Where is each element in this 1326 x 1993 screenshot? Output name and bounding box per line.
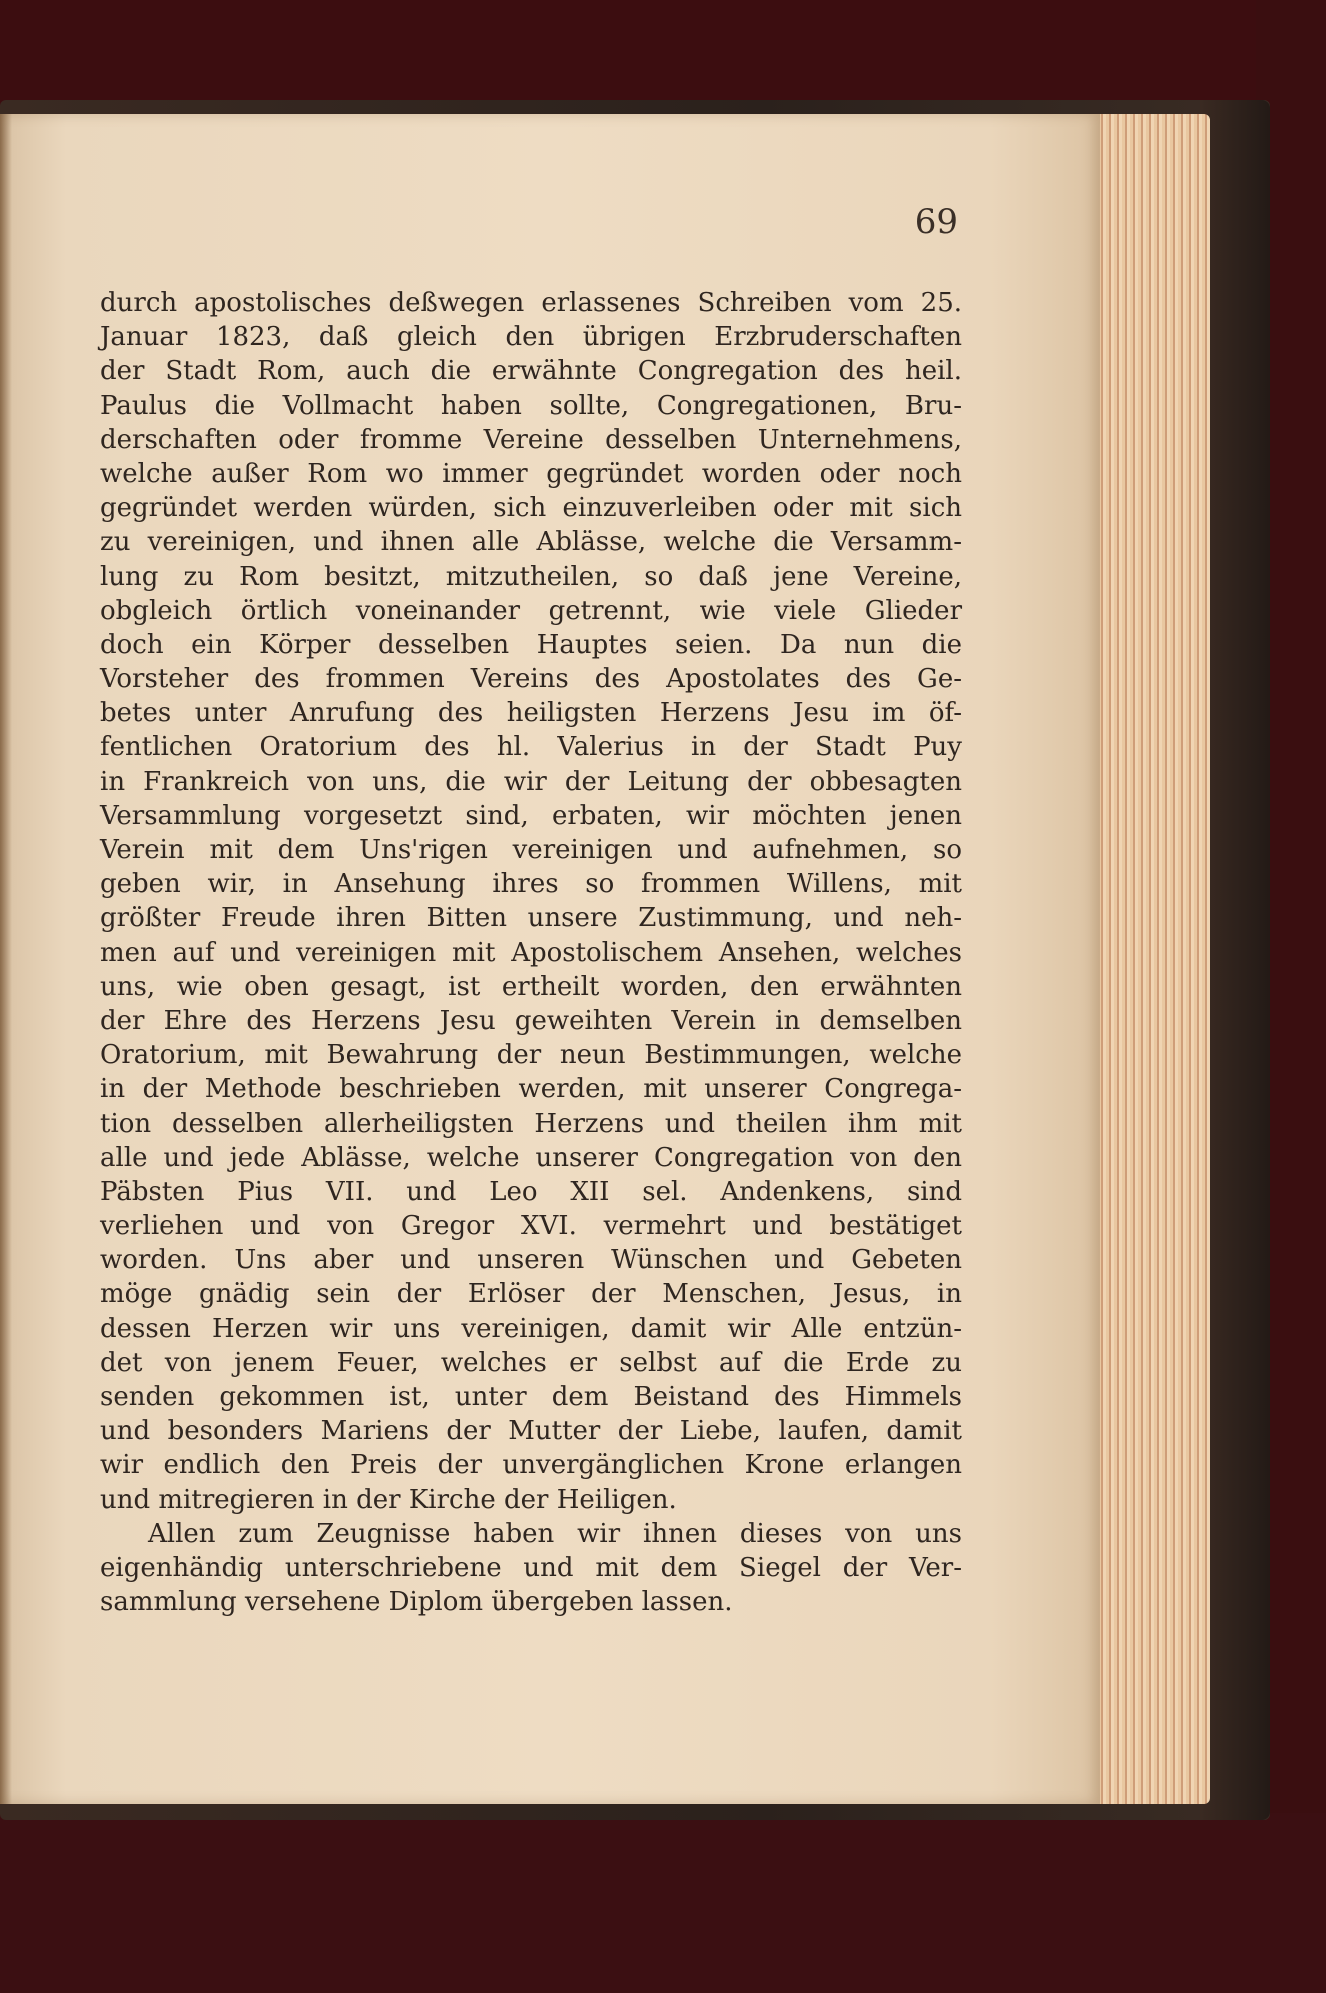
text-line: zu vereinigen, und ihnen alle Ablässe, welche die Versamm- (100, 527, 962, 558)
text-line: tion desselben allerheiligsten Herzens und theilen ihm mit (100, 1108, 962, 1139)
text-line: und besonders Mariens der Mutter der Liebe, laufen, damit (100, 1416, 962, 1447)
backdrop-top (0, 0, 1326, 110)
text-line: Verein mit dem Uns'rigen vereinigen und aufnehmen, so (100, 835, 962, 865)
text-line: der Ehre des Herzens Jesu geweihten Verein in demselben (100, 1005, 962, 1036)
body-text (100, 286, 962, 1619)
text-line: Paulus die Vollmacht haben sollte, Congregationen, Bru- (100, 390, 962, 421)
text-line: und mitregieren in der Kirche der Heiligen. (100, 1484, 677, 1515)
text-line: der Stadt Rom, auch die erwähnte Congregation des heil. (100, 356, 962, 387)
text-line: Oratorium, mit Bewahrung der neun Bestimmungen, welche (100, 1040, 962, 1071)
text-line: uns, wie oben gesagt, ist ertheilt worden, den erwähnten (100, 971, 962, 1002)
text-line: Versammlung vorgesetzt sind, erbaten, wir möchten jenen (100, 800, 962, 831)
text-line: wir endlich den Preis der unvergänglichen Krone erlangen (100, 1450, 962, 1481)
text-line: in Frankreich von uns, die wir der Leitung der obbesagten (100, 766, 962, 797)
page-gutter-shadow (0, 114, 12, 1804)
text-line: verliehen und von Gregor XVI. vermehrt und bestätiget (100, 1211, 962, 1242)
text-line: welche außer Rom wo immer gegründet worden oder noch (100, 458, 962, 489)
text-line: derschaften oder fromme Vereine desselben Unternehmens, (100, 424, 962, 455)
text-line: fentlichen Oratorium des hl. Valerius in der Stadt Puy (100, 732, 962, 763)
text-line: geben wir, in Ansehung ihres so frommen Willens, mit (100, 869, 962, 900)
text-line: obgleich örtlich voneinander getrennt, wie viele Glieder (100, 595, 962, 626)
backdrop-bottom (0, 1813, 1326, 1993)
page-edges (1090, 114, 1210, 1804)
text-line: men auf und vereinigen mit Apostolischem Ansehen, welches (100, 937, 962, 968)
text-line: sammlung versehene Diplom übergeben lassen. (100, 1587, 733, 1618)
text-line: eigenhändig unterschriebene und mit dem Siegel der Ver- (100, 1552, 962, 1583)
text-line: möge gnädig sein der Erlöser der Menschen, Jesus, in (100, 1279, 962, 1310)
text-line: Allen zum Zeugnisse haben wir ihnen dieses von uns (148, 1518, 962, 1549)
text-line: Vorsteher des frommen Vereins des Apostolates des Ge- (100, 664, 962, 695)
book-cover-edge (1200, 100, 1270, 1820)
text-line: alle und jede Ablässe, welche unserer Congregation von den (100, 1142, 962, 1173)
text-line: dessen Herzen wir uns vereinigen, damit wir Alle entzün- (100, 1313, 962, 1344)
book-page (0, 114, 1100, 1804)
text-line: lung zu Rom besitzt, mitzutheilen, so daß jene Vereine, (100, 561, 962, 592)
text-line: betes unter Anrufung des heiligsten Herzens Jesu im öf- (100, 698, 962, 729)
text-line: det von jenem Feuer, welches er selbst auf die Erde zu (100, 1347, 962, 1378)
text-line: Päbsten Pius VII. und Leo XII sel. Andenkens, sind (100, 1176, 962, 1207)
text-line: senden gekommen ist, unter dem Beistand des Himmels (100, 1382, 962, 1412)
page-number: 69 (914, 202, 958, 242)
text-line: größter Freude ihren Bitten unsere Zustimmung, und neh- (100, 903, 962, 934)
text-line: Januar 1823, daß gleich den übrigen Erzbruderschaften (100, 322, 962, 353)
text-line: durch apostolisches deßwegen erlassenes Schreiben vom 25. (100, 288, 962, 318)
text-line: worden. Uns aber und unseren Wünschen und Gebeten (100, 1245, 962, 1276)
text-line: gegründet werden würden, sich einzuverleiben oder mit sich (100, 493, 962, 524)
text-line: doch ein Körper desselben Hauptes seien. Da nun die (100, 629, 962, 660)
text-line: in der Methode beschrieben werden, mit unserer Congrega- (100, 1074, 962, 1105)
